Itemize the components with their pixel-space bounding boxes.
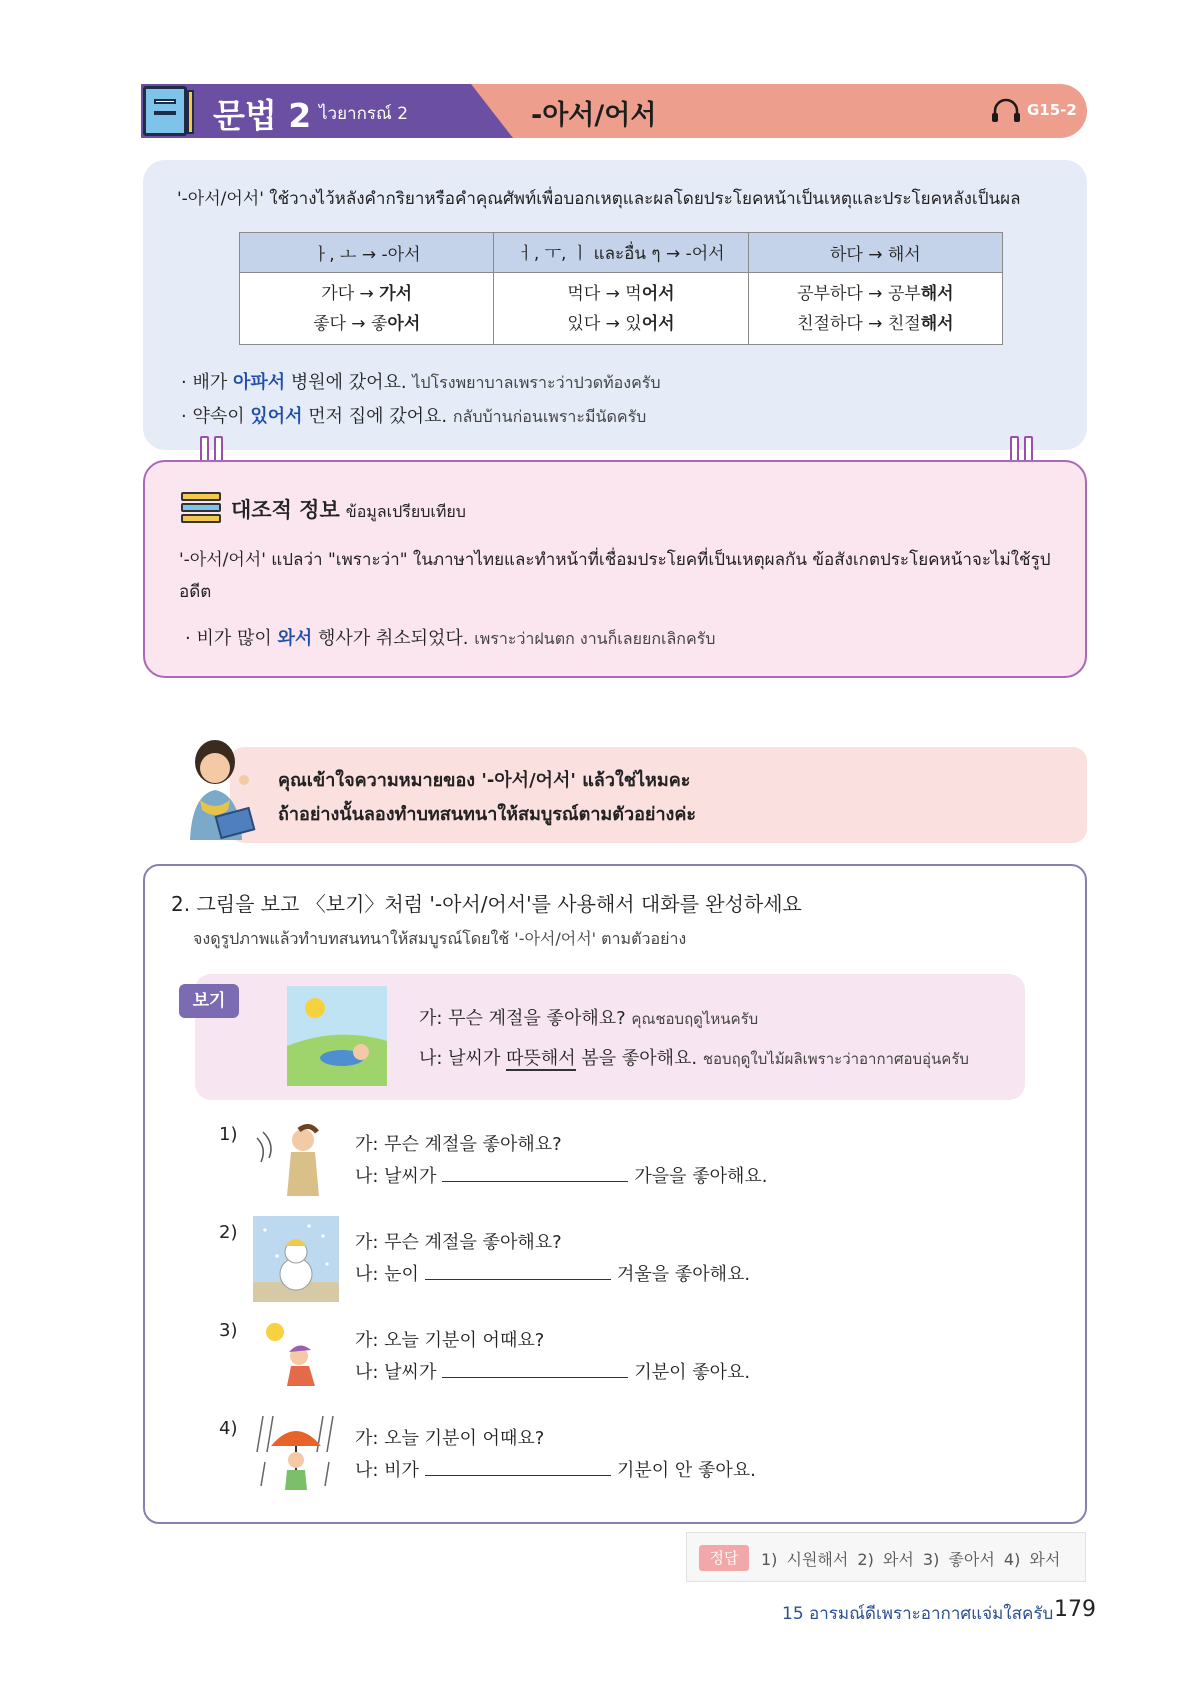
page-number: 179 xyxy=(1054,1597,1096,1622)
spring-picnic-illustration xyxy=(287,986,387,1086)
pencil-icon xyxy=(187,90,194,134)
grammar-subtitle: ไวยากรณ์ 2 xyxy=(319,104,409,124)
exercise-instruction-thai: จงดูรูปภาพแล้วทำบทสนทนาให้สมบูรณ์โดยใช้ '-아서/어서' ตามตัวอย่าง xyxy=(193,929,687,948)
example-box xyxy=(192,974,1025,1100)
contrast-info-box xyxy=(143,460,1087,678)
example-line-a: 가: 무슨 계절을 좋아해요? คุณชอบฤดูไหนครับ xyxy=(419,1008,759,1029)
answer-text: 1) 시원해서 2) 와서 3) 좋아서 4) 와서 xyxy=(761,1550,1061,1569)
audio-track-label[interactable]: G15-2 xyxy=(1027,101,1077,119)
exercise-item xyxy=(145,1314,1085,1406)
conjugation-table xyxy=(239,232,1003,345)
grammar-example: · 약속이 있어서 먼저 집에 갔어요. กลับบ้านก่อนเพราะมีนัดครับ xyxy=(181,406,647,427)
example-tag: 보기 xyxy=(179,984,239,1018)
section-header xyxy=(141,84,1087,138)
item-number: 2) xyxy=(219,1222,238,1243)
answer-blank[interactable] xyxy=(425,1458,611,1476)
table-header: ㅓ, ㅜ, ㅣ และอื่น ๆ → -어서 xyxy=(494,233,748,273)
table-header: 하다 → 해서 xyxy=(748,233,1002,273)
table-header: ㅏ, ㅗ → -아서 xyxy=(240,233,494,273)
exercise-box xyxy=(143,864,1087,1524)
contrast-example: · 비가 많이 와서 행사가 취소되었다. เพราะว่าฝนตก งานก็เลยยกเลิกครับ xyxy=(185,628,716,649)
exercise-question: 2. 그림을 보고 〈보기〉처럼 '-아서/어서'를 사용해서 대화를 완성하세요 xyxy=(171,892,802,916)
teacher-speech-bubble xyxy=(230,747,1087,843)
answer-blank[interactable] xyxy=(425,1262,611,1280)
dialogue-line-b: 나: 날씨가 기분이 좋아요. xyxy=(355,1362,751,1383)
dialogue-line-b: 나: 눈이 겨울을 좋아해요. xyxy=(355,1264,751,1285)
table-cell: 가다 → 가서 좋다 → 좋아서 xyxy=(240,273,494,345)
dialogue-line-b: 나: 비가 기분이 안 좋아요. xyxy=(355,1460,756,1481)
answer-key xyxy=(686,1532,1086,1582)
item-number: 4) xyxy=(219,1418,238,1439)
grammar-title: 문법 2 xyxy=(213,96,312,135)
exercise-item xyxy=(145,1412,1085,1504)
answer-blank[interactable] xyxy=(442,1360,628,1378)
rainy-umbrella-illustration xyxy=(253,1412,339,1498)
example-line-b: 나: 날씨가 따뜻해서 봄을 좋아해요. ชอบฤดูใบไม้ผลิเพราะว่าอากาศอบอุ่นครับ xyxy=(419,1048,969,1069)
item-number: 3) xyxy=(219,1320,238,1341)
snowman-winter-illustration xyxy=(253,1216,339,1302)
grammar-intro: '-아서/어서' ใช้วางไว้หลังคำกริยาหรือคำคุณศัพท์เพื่อบอกเหตุและผลโดยประโยคหน้าเป็นเหตุและประโยคหลังเป็นผล xyxy=(177,189,1021,209)
grammar-explanation-box xyxy=(143,160,1087,450)
grammar-example: · 배가 아파서 병원에 갔어요. ไปโรงพยาบาลเพราะว่าปวดท้องครับ xyxy=(181,372,661,393)
teacher-illustration xyxy=(170,740,270,840)
contrast-title: 대조적 정보 ข้อมูลเปรียบเทียบ xyxy=(231,498,466,522)
grammar-pattern: -아서/어서 xyxy=(531,100,657,131)
windy-autumn-illustration xyxy=(253,1118,339,1204)
speech-line: ถ้าอย่างนั้นลองทำบทสนทนาให้สมบูรณ์ตามตัวอย่างค่ะ xyxy=(278,804,697,825)
headphones-icon[interactable] xyxy=(991,98,1021,124)
dialogue-line-a: 가: 무슨 계절을 좋아해요? xyxy=(355,1134,562,1155)
contrast-text: '-아서/어서' แปลว่า "เพราะว่า" ในภาษาไทยและทำหน้าที่เชื่อมประโยคที่เป็นเหตุผลกัน ข้อสังเกตประโยคหน้าจะไม่ใช้รูปอดีต xyxy=(179,550,1051,602)
speech-line: คุณเข้าใจความหมายของ '-아서/어서' แล้วใช่ไหมคะ xyxy=(278,770,691,791)
books-stack-icon xyxy=(181,492,221,526)
answer-blank[interactable] xyxy=(442,1164,628,1182)
item-number: 1) xyxy=(219,1124,238,1145)
table-cell: 먹다 → 먹어서 있다 → 있어서 xyxy=(494,273,748,345)
sunny-girl-illustration xyxy=(253,1314,339,1400)
dialogue-line-a: 가: 오늘 기분이 어때요? xyxy=(355,1428,545,1449)
book-icon xyxy=(143,86,187,136)
exercise-item xyxy=(145,1118,1085,1210)
dialogue-line-b: 나: 날씨가 가을을 좋아해요. xyxy=(355,1166,768,1187)
exercise-item xyxy=(145,1216,1085,1308)
dialogue-line-a: 가: 오늘 기분이 어때요? xyxy=(355,1330,545,1351)
table-cell: 공부하다 → 공부해서 친절하다 → 친절해서 xyxy=(748,273,1002,345)
dialogue-line-a: 가: 무슨 계절을 좋아해요? xyxy=(355,1232,562,1253)
chapter-footer: 15 อารมณ์ดีเพราะอากาศแจ่มใสครับ xyxy=(782,1604,1054,1624)
answer-tag: 정답 xyxy=(699,1545,749,1571)
